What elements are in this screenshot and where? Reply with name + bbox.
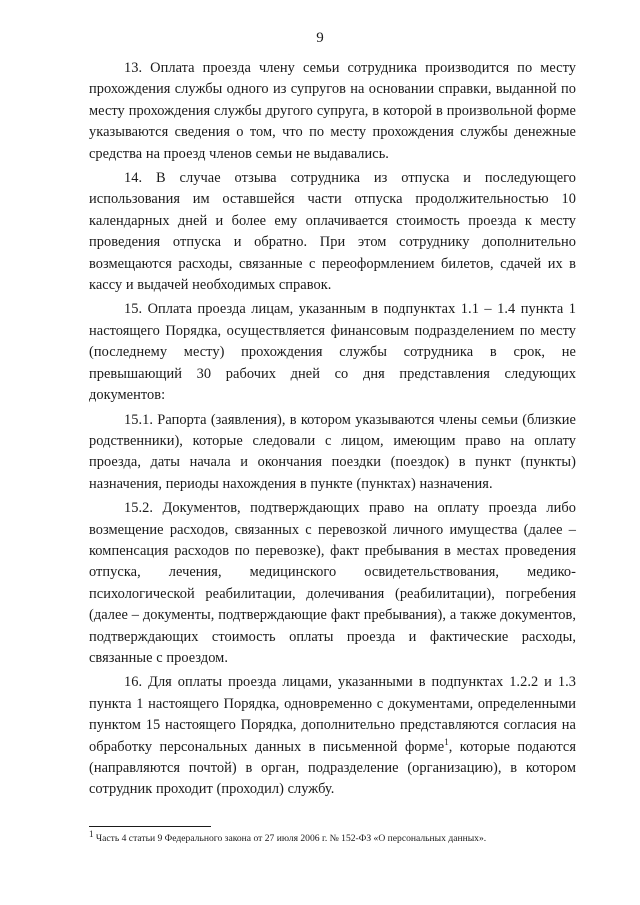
paragraph-14: 14. В случае отзыва сотрудника из отпуска и последующего использования им оставшейся части отпуска продолжительностью 10 календарных дней и более ему оплачивается стоимость проезда к месту проведения отпуска и обратно. При этом сотруднику дополнительно возмещаются расходы, связанные с переоформлением билетов, сдачей их в кассу и выдачей необходимых справок. (89, 170, 576, 294)
page-number: 9 (316, 30, 324, 46)
footnote-reference: 1 (444, 736, 449, 747)
paragraph-13: 13. Оплата проезда члену семьи сотрудника производится по месту прохождения службы одного из супругов на основании справки, выданной по месту прохождения службы другого супруга, в которой в произвольной форме указываются сведения о том, что по месту прохождения службы денежные средства на проезд членов семьи не выдавались. (89, 60, 576, 162)
paragraph-15-1: 15.1. Рапорта (заявления), в котором указываются члены семьи (близкие родственники), которые следовали с лицом, имеющим право на оплату проезда, даты начала и окончания поездки (поездок) в пункт (пункты) назначения, периоды нахождения в пункте (пунктах) назначения. (89, 411, 576, 492)
paragraph-16-text: 16. Для оплаты проезда лицами, указанными в подпунктах 1.2.2 и 1.3 пункта 1 настоящего Порядка, одновременно с документами, определенными пунктом 15 настоящего Порядка, дополнительно представляются согласия на обработку персональных данных в письменной форме (89, 674, 576, 755)
footnote-mark: 1 (89, 828, 94, 839)
footnote-text: Часть 4 статьи 9 Федерального закона от 27 июля 2006 г. № 152-ФЗ «О персональных данных». (93, 833, 487, 844)
paragraph-16 (89, 672, 576, 800)
footnote (89, 828, 576, 845)
paragraph-15-2: 15.2. Документов, подтверждающих право на оплату проезда либо возмещение расходов, связанных с перевозкой личного имущества (далее – компенсация расходов по перевозке), факт пребывания в местах проведения отпуска, лечения, медицинского освидетельствования, медико-психологической реабилитации, долечивания (реабилитации), погребения (далее – документы, подтверждающие факт пребывания), а также документов, подтверждающих стоимость оплаты проезда и фактические расходы, связанные с проездом. (89, 500, 576, 666)
footnote-separator (89, 826, 211, 827)
document-body (89, 58, 576, 804)
paragraph-15: 15. Оплата проезда лицам, указанным в подпунктах 1.1 – 1.4 пункта 1 настоящего Порядка, осуществляется финансовым подразделением по месту (последнему месту) прохождения службы сотрудника в срок, не превышающий 30 рабочих дней со дня представления следующих документов: (89, 301, 576, 404)
paragraph-16-text-end: , которые подаются (направляются почтой) в орган, подразделение (организацию), в котором сотрудник проходит (проходил) службу. (89, 738, 576, 798)
